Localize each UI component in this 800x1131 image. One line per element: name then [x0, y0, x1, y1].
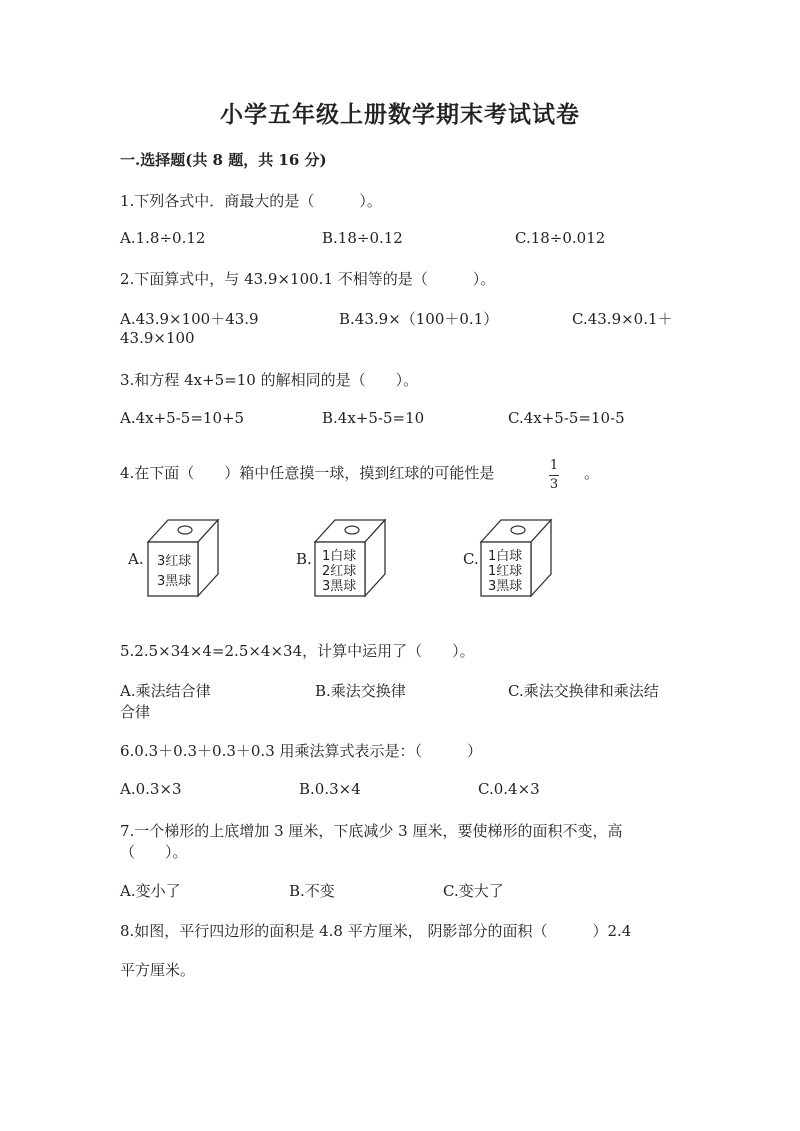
question-3-option-a: A.4x+5-5=10+5	[120, 409, 245, 427]
question-7-stem: 7.一个梯形的上底增加 3 厘米，下底减少 3 厘米，要使梯形的面积不变，高	[120, 822, 623, 840]
section-heading: 一.选择题(共 8 题，共 16 分)	[120, 151, 327, 169]
question-2-option-b: B.43.9×（100＋0.1）	[339, 310, 499, 328]
question-7-option-a: A.变小了	[120, 882, 181, 900]
question-3-option-c: C.4x+5-5=10-5	[508, 409, 625, 427]
question-7-option-b: B.不变	[289, 882, 335, 900]
fraction-denominator: 3	[549, 477, 559, 492]
question-2-option-c: C.43.9×0.1＋	[572, 310, 673, 328]
question-2-option-c-continued: 43.9×100	[120, 329, 195, 347]
question-6-option-c: C.0.4×3	[478, 780, 540, 798]
fraction-numerator: 1	[549, 458, 559, 473]
question-4-stem-end: 。	[584, 464, 600, 482]
fraction-one-third	[549, 455, 559, 492]
question-5-option-c: C.乘法交换律和乘法结	[508, 682, 659, 700]
box-c-label: C.	[463, 550, 479, 568]
box-c-line-3: 3黑球	[488, 579, 523, 594]
question-1-stem: 1.下列各式中．商最大的是（ ）。	[120, 192, 382, 210]
page-title: 小学五年级上册数学期末考试试卷	[220, 101, 580, 128]
box-b-line-3: 3黑球	[322, 579, 357, 594]
question-5-stem: 5.2.5×34×4=2.5×4×34，计算中运用了（ ）。	[120, 642, 475, 660]
question-3-option-b: B.4x+5-5=10	[322, 409, 425, 427]
box-c-line-2: 1红球	[488, 564, 523, 579]
question-2-option-a: A.43.9×100＋43.9	[120, 310, 259, 328]
box-a-label: A.	[128, 550, 144, 568]
box-a-line-1: 3红球	[157, 554, 192, 569]
box-b-label: B.	[296, 550, 312, 568]
question-6-option-a: A.0.3×3	[120, 780, 182, 798]
question-2-stem: 2.下面算式中，与 43.9×100.1 不相等的是（ ）。	[120, 270, 496, 288]
question-7-stem-continued: （ ）。	[120, 843, 188, 861]
question-5-option-b: B.乘法交换律	[315, 682, 406, 700]
question-1-option-b: B.18÷0.12	[322, 229, 403, 247]
question-1-option-c: C.18÷0.012	[515, 229, 606, 247]
question-8-stem-continued: 平方厘米。	[120, 961, 196, 979]
question-7-option-c: C.变大了	[443, 882, 504, 900]
box-c-line-1: 1白球	[488, 549, 523, 564]
box-b-line-2: 2红球	[322, 564, 357, 579]
question-6-stem: 6.0.3＋0.3＋0.3＋0.3 用乘法算式表示是：（ ）	[120, 742, 483, 760]
question-5-option-c-continued: 合律	[120, 703, 151, 721]
question-4-stem: 4.在下面（ ）箱中任意摸一球，摸到红球的可能性是	[120, 464, 495, 482]
question-5-option-a: A.乘法结合律	[120, 682, 211, 700]
question-6-option-b: B.0.3×4	[299, 780, 361, 798]
question-1-option-a: A.1.8÷0.12	[120, 229, 206, 247]
box-a-line-2: 3黑球	[157, 574, 192, 589]
question-8-stem: 8.如图，平行四边形的面积是 4.8 平方厘米， 阴影部分的面积（ ）2.4	[120, 922, 632, 940]
question-3-stem: 3.和方程 4x+5=10 的解相同的是（ ）。	[120, 371, 419, 389]
box-b-line-1: 1白球	[322, 549, 357, 564]
